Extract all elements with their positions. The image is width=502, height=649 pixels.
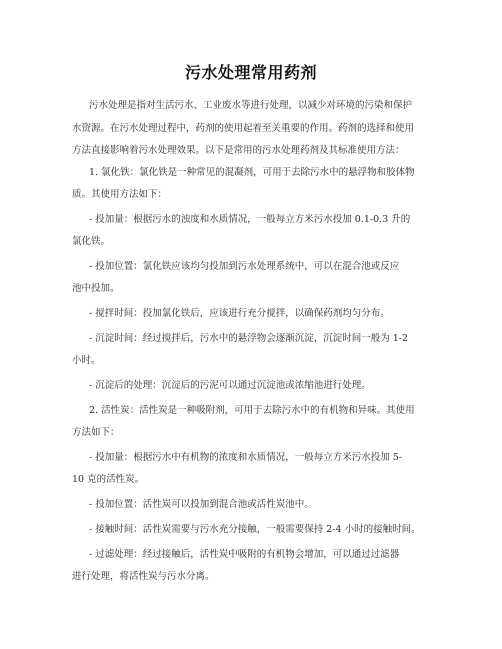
section-1-heading-line-2: 质。其使用方法如下：	[72, 189, 168, 200]
list-item-filtration-line-2: 进行处理，将活性炭与污水分离。	[72, 571, 215, 582]
list-item-post-settling: - 沉淀后的处理：沉淀后的污泥可以通过沉淀池或浓缩池进行处理。	[89, 380, 371, 391]
list-item-stirring: - 搅拌时间：投加氯化铁后，应该进行充分搅拌，以确保药剂均匀分布。	[89, 308, 390, 319]
list-item-dosage-line-1: - 投加量：根据污水的浊度和水质情况，一般每立方米污水投加 0.1-0.3 升的	[89, 214, 411, 225]
list-item-filtration-line-1: - 过滤处理：经过接触后，活性炭中吸附的有机物会增加，可以通过过滤器	[89, 549, 400, 560]
list-item-dosage-line-2: 氯化铁。	[72, 236, 111, 247]
paragraph-intro-line-3: 方法直接影响着污水处理效果。以下是常用的污水处理药剂及其标准使用方法：	[72, 145, 405, 156]
list-item-carbon-dosage-line-2: 10 克的活性炭。	[72, 474, 145, 485]
document-title: 污水处理常用药剂	[184, 63, 317, 82]
list-item-settling-line-1: - 沉淀时间：经过搅拌后，污水中的悬浮物会逐渐沉淀，沉淀时间一般为 1-2	[89, 333, 409, 344]
section-1-heading-line-1: 1. 氯化铁：氯化铁是一种常见的混凝剂，可用于去除污水中的悬浮物和胶体物	[89, 167, 415, 178]
list-item-carbon-dosage-line-1: - 投加量：根据污水中有机物的浓度和水质情况，一般每立方米污水投加 5-	[89, 452, 403, 463]
list-item-settling-line-2: 小时。	[72, 355, 101, 366]
list-item-position-line-1: - 投加位置：氯化铁应该均匀投加到污水处理系统中，可以在混合池或反应	[89, 261, 400, 272]
list-item-position-line-2: 池中投加。	[72, 283, 120, 294]
list-item-contact-time: - 接触时间：活性炭需要与污水充分接触，一般需要保持 2-4 小时的接触时间。	[89, 524, 421, 535]
paragraph-intro-line-2: 水资源。在污水处理过程中，药剂的使用起着至关重要的作用。药剂的选择和使用	[72, 123, 415, 134]
section-2-heading-line-1: 2. 活性炭：活性炭是一种吸附剂，可用于去除污水中的有机物和异味。其使用	[89, 405, 415, 416]
list-item-carbon-position: - 投加位置：活性炭可以投加到混合池或活性炭池中。	[89, 499, 314, 510]
paragraph-intro-line-1: 污水处理是指对生活污水、工业废水等进行处理，以减少对环境的污染和保护	[89, 100, 413, 111]
section-2-heading-line-2: 方法如下：	[72, 427, 120, 438]
